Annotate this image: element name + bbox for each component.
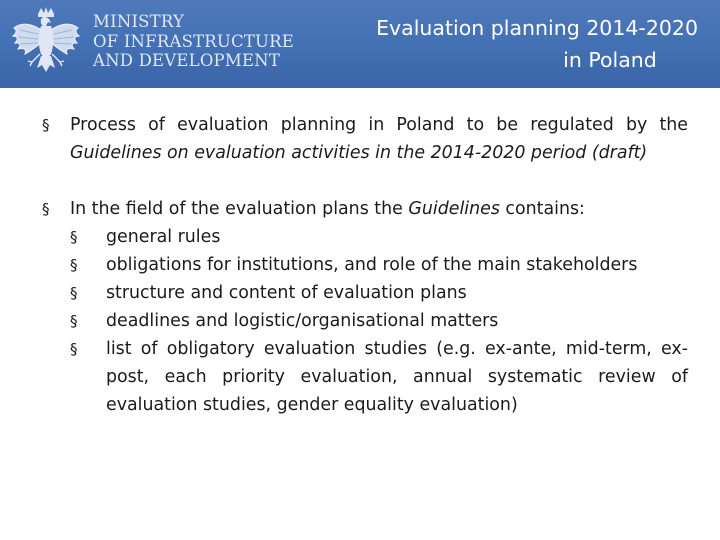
title-line-2: in Poland [563, 48, 657, 72]
sub-bullet-text: list of obligatory evaluation studies (e.g. ex-ante, mid-term, ex-post, each priority evaluation, annual systematic review of evaluation studies, gender equality evaluation) [106, 339, 688, 415]
title-line-2-wrap [298, 44, 698, 76]
bullet-text-tail: contains: [499, 199, 585, 219]
bullet-marker: § [42, 200, 50, 218]
sub-bullet-marker: § [70, 284, 78, 302]
bullet-item [42, 111, 688, 167]
slide-title [298, 12, 698, 76]
sub-bullet-item [70, 223, 688, 251]
sub-bullet-text: structure and content of evaluation plans [106, 283, 467, 303]
sub-bullet-item [70, 279, 688, 307]
ministry-line-2: OF INFRASTRUCTURE [93, 31, 295, 51]
title-line-1: Evaluation planning 2014-2020 [376, 16, 698, 40]
sub-bullet-marker: § [70, 256, 78, 274]
ministry-logo-text [93, 12, 294, 71]
sub-bullet-text: obligations for institutions, and role of the main stakeholders [106, 255, 638, 275]
bullet-marker: § [42, 116, 50, 134]
sub-bullet-text: deadlines and logistic/organisational matters [106, 311, 499, 331]
bullet-text: In the field of the evaluation plans the [70, 199, 409, 219]
sub-bullet-text: general rules [106, 227, 221, 247]
sub-bullet-marker: § [70, 228, 78, 246]
ministry-line-1: MINISTRY [93, 12, 185, 31]
sub-bullet-marker: § [70, 312, 78, 330]
header-bar [0, 0, 720, 88]
sub-bullet-list [70, 223, 688, 419]
bullet-emphasis: Guidelines on evaluation activities in the 2014-2020 period (draft) [70, 143, 648, 163]
sub-bullet-marker: § [70, 340, 78, 358]
ministry-line-3: AND DEVELOPMENT [93, 51, 281, 70]
bullet-emphasis: Guidelines [408, 199, 500, 219]
bullet-item [42, 195, 688, 419]
bullet-text: Process of evaluation planning in Poland to be regulated by the [70, 115, 688, 135]
sub-bullet-item [70, 335, 688, 419]
polish-eagle-emblem-icon [10, 4, 82, 84]
slide-content [42, 111, 688, 419]
sub-bullet-item [70, 251, 688, 279]
sub-bullet-item [70, 307, 688, 335]
